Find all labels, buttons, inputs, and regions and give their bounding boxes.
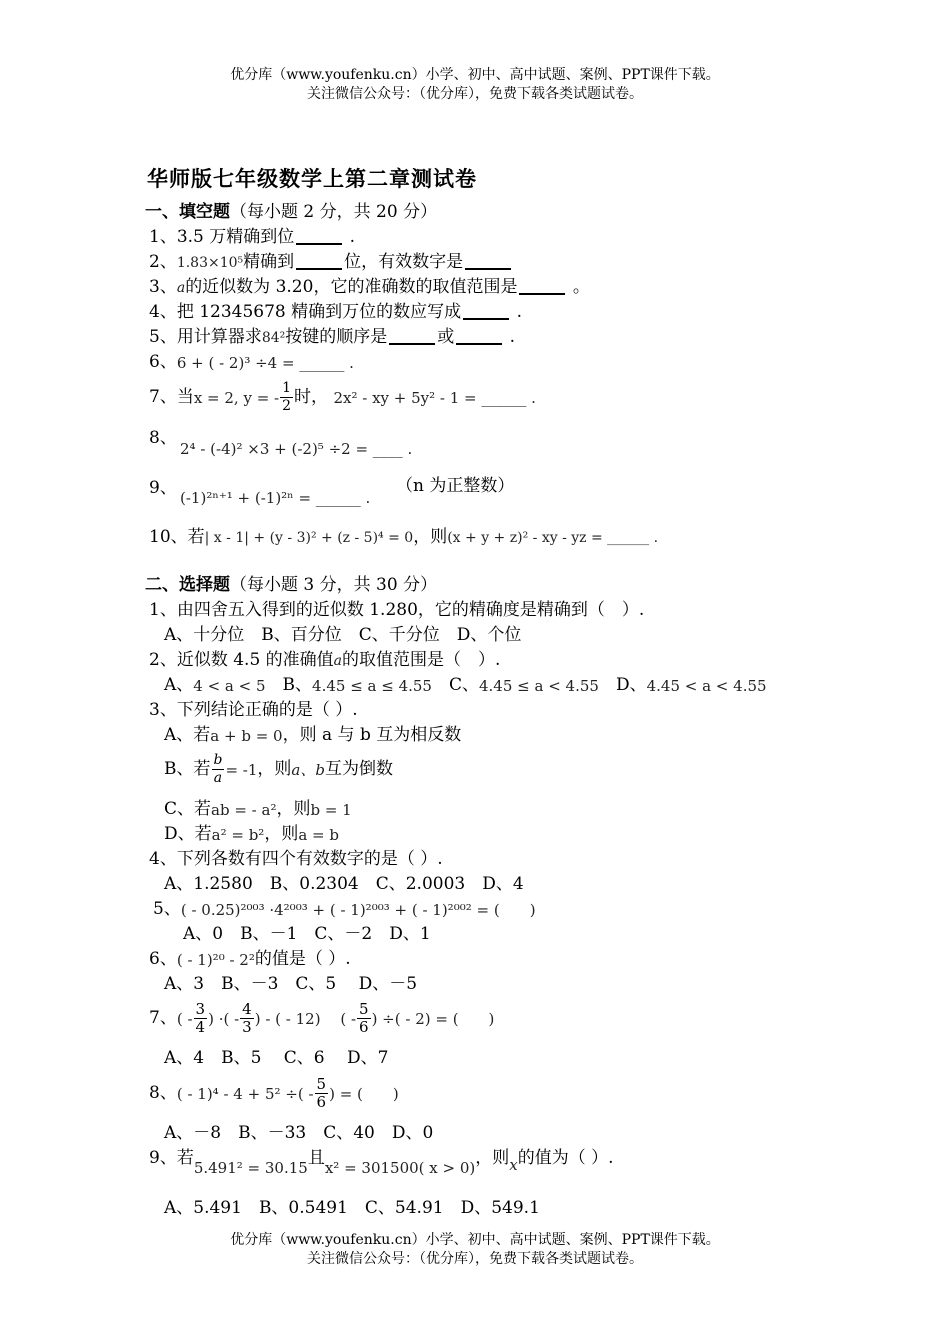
s2-q9-num: 9、若 <box>149 1148 194 1168</box>
s2-q3-option-b <box>164 752 393 787</box>
s2-q7-m1: ( - <box>176 1009 193 1028</box>
s2-q3-option-d <box>164 823 339 846</box>
s1-q9-num-line <box>149 477 177 499</box>
s1-q4 <box>149 301 522 323</box>
s1-q10-math2: (x + y + z)² - xy - yz = ______ . <box>447 529 659 546</box>
s2-q3-d-label: D、若 <box>164 824 212 844</box>
footer-line-1: 优分库（www.youfenku.cn）小学、初中、高中试题、案例、PPT课件下载。 <box>230 1232 720 1248</box>
s2-q6-text: 的值是（ ）. <box>254 949 351 969</box>
fraction <box>357 1001 371 1036</box>
s2-q7-stem <box>149 1000 494 1037</box>
answer-blank[interactable] <box>296 231 342 245</box>
s1-q5-math: 84² <box>261 330 286 346</box>
page-title: 华师版七年级数学上第二章测试卷 <box>147 167 477 191</box>
s1-q9-note <box>396 475 514 497</box>
s2-q9-text3: 的值为（ ）. <box>517 1148 614 1168</box>
fraction-numerator: 5 <box>359 1000 369 1018</box>
s1-q7-math1: x = 2, y = - <box>193 388 280 407</box>
s1-q1-text: 1、3.5 万精确到位 <box>149 227 295 247</box>
s2-q3-a-label: A、若 <box>164 725 211 745</box>
s2-q7-options: A、4 B、5 C、6 D、7 <box>164 1048 389 1068</box>
s2-q3-b-math2: a、b <box>291 760 325 779</box>
s1-q4-text: 4、把 12345678 精确到万位的数应写成 <box>149 302 462 322</box>
s1-q7-num: 7、当 <box>149 387 194 407</box>
s2-q3-c-math2: b = 1 <box>310 800 352 819</box>
s2-q9-text: 且 <box>307 1148 325 1168</box>
s2-q2-oc: C、 <box>431 675 479 695</box>
s1-q4-end: . <box>516 302 522 322</box>
s2-q5-options: A、0 B、－1 C、－2 D、1 <box>183 924 431 944</box>
s1-q8 <box>180 437 412 460</box>
s2-q6-math: ( - 1)²⁰ - 2² <box>176 950 255 969</box>
s2-q3-b-text: ，则 <box>257 759 292 779</box>
fraction <box>212 752 225 787</box>
s2-q9-m2: x² = 301500( x > 0) <box>324 1158 476 1177</box>
s1-q8-math: 2⁴ - (-4)² ×3 + (-2)⁵ ÷2 = ____ . <box>180 439 413 458</box>
s2-q5-math: ( - 0.25)²⁰⁰³ ·4²⁰⁰³ + ( - 1)²⁰⁰³ + ( - 1)²⁰⁰² = ( ) <box>180 900 536 919</box>
fraction <box>315 1076 329 1111</box>
answer-blank[interactable] <box>519 281 565 295</box>
fraction-numerator: 4 <box>242 1000 252 1018</box>
s1-q7 <box>149 380 536 415</box>
s2-q3-b-math: = -1 <box>225 760 258 779</box>
answer-blank[interactable] <box>296 256 342 270</box>
s2-q6-options: A、3 B、－3 C、5 D、－5 <box>164 974 418 994</box>
s1-q5-or: 或 <box>437 327 455 347</box>
s1-q10-num: 10、若 <box>149 527 205 547</box>
fraction <box>194 1001 208 1036</box>
s2-q8-m1: ( - 1)⁴ - 4 + 5² ÷( - <box>176 1084 314 1103</box>
s2-q7-m3: ) - ( - 12) ( - <box>254 1009 357 1028</box>
s1-q3-end: 。 <box>572 277 590 297</box>
s2-q4-stem: 4、下列各数有四个有效数字的是（ ）. <box>149 849 443 869</box>
s2-q7-m4: ) ÷( - 2) = ( ) <box>371 1009 495 1028</box>
answer-blank[interactable] <box>463 306 509 320</box>
fraction-denominator: 6 <box>316 1093 327 1111</box>
section1-note: （每小题 2 分，共 20 分） <box>230 202 438 222</box>
s2-q9-m1: 5.491² = 30.15 <box>193 1158 308 1177</box>
s2-q2-options <box>164 674 767 697</box>
s2-q9-options: A、5.491 B、0.5491 C、54.91 D、549.1 <box>164 1198 540 1218</box>
s2-q3-d-text: ，则 <box>264 824 299 844</box>
s2-q2-text2: 的取值范围是（ ）. <box>342 650 501 670</box>
s2-q8-m2: ) = ( ) <box>329 1084 399 1103</box>
s1-q5-text: 5、用计算器求 <box>149 327 262 347</box>
s2-q9-m3: x <box>509 1155 518 1174</box>
s2-q3-a-text: ，则 a 与 b 互为相反数 <box>282 725 462 745</box>
fraction-denominator: 6 <box>359 1018 369 1036</box>
s1-q8-num: 8、 <box>149 428 177 448</box>
s2-q2-oa: A、 <box>164 675 194 695</box>
s2-q8-num: 8、 <box>149 1083 177 1103</box>
answer-blank[interactable] <box>456 331 502 345</box>
s1-q5-text2: 按键的顺序是 <box>285 327 388 347</box>
s2-q3-c-text: ，则 <box>276 799 311 819</box>
fraction <box>280 380 293 415</box>
s2-q5-num: 5、 <box>153 899 181 919</box>
section1-heading <box>145 201 437 223</box>
s2-q3-option-c <box>164 798 352 821</box>
s1-q2-num: 2、 <box>149 252 177 272</box>
fraction-numerator: 5 <box>316 1075 327 1093</box>
s2-q3-b-text2: 互为倒数 <box>324 759 393 779</box>
s1-q10-math1: | x - 1| + (y - 3)² + (z - 5)⁴ = 0 <box>204 529 414 546</box>
fraction-numerator: b <box>213 752 223 768</box>
fraction-denominator: 2 <box>282 398 292 414</box>
section2-heading-text: 二、选择题 <box>145 575 230 595</box>
s2-q9-stem <box>149 1147 614 1177</box>
s1-q3-num: 3、 <box>149 277 177 297</box>
s1-q6 <box>149 351 354 374</box>
s1-q5 <box>149 326 515 349</box>
s2-q2-mc: 4.45 ≤ a < 4.55 <box>479 676 599 695</box>
fraction <box>240 1001 254 1036</box>
s1-q9 <box>180 486 370 509</box>
s2-q2-ob: B、 <box>265 675 313 695</box>
s2-q1-stem: 1、由四舍五入得到的近似数 1.280，它的精确度是精确到（ ）. <box>149 600 645 620</box>
answer-blank[interactable] <box>465 256 511 270</box>
fraction-denominator: 3 <box>242 1018 252 1036</box>
s1-q3-math: a <box>176 280 186 296</box>
s1-q1 <box>149 226 355 248</box>
header-line-1: 优分库（www.youfenku.cn）小学、初中、高中试题、案例、PPT课件下载。 <box>230 67 720 83</box>
s1-q6-math: 6 + ( - 2)³ ÷4 = ______ . <box>176 353 354 372</box>
fraction-denominator: a <box>213 770 223 786</box>
s1-q6-num: 6、 <box>149 352 177 372</box>
s1-q8-num-line <box>149 427 177 449</box>
s2-q1-options: A、十分位 B、百分位 C、千分位 D、个位 <box>164 625 522 645</box>
answer-blank[interactable] <box>389 331 435 345</box>
s2-q7-num: 7、 <box>149 1008 177 1028</box>
s2-q3-b-label: B、若 <box>164 759 211 779</box>
s2-q3-a-math: a + b = 0 <box>210 726 283 745</box>
s1-q10 <box>149 526 658 549</box>
s2-q3-option-a <box>164 724 461 747</box>
s1-q2-math: 1.83×10⁵ <box>176 255 244 271</box>
s2-q3-c-math: ab = - a² <box>211 800 277 819</box>
fraction-numerator: 3 <box>195 1000 206 1018</box>
header-line-2: 关注微信公众号：（优分库），免费下载各类试题试卷。 <box>307 86 643 102</box>
s2-q3-d-math2: a = b <box>298 825 339 844</box>
s2-q2-od: D、 <box>598 675 647 695</box>
s2-q3-c-label: C、若 <box>164 799 212 819</box>
s2-q4-options: A、1.2580 B、0.2304 C、2.0003 D、4 <box>164 874 524 894</box>
s2-q2-text: 2、近似数 4.5 的准确值 <box>149 650 334 670</box>
s2-q8-options: A、－8 B、－33 C、40 D、0 <box>164 1123 434 1143</box>
s1-q7-text: 时， <box>294 387 329 407</box>
section2-heading <box>145 574 437 596</box>
s2-q8-stem <box>149 1075 399 1112</box>
section2-note: （每小题 3 分，共 30 分） <box>230 575 438 595</box>
s2-q2-stem <box>149 649 500 672</box>
s1-q3 <box>149 276 590 299</box>
s2-q2-ma: 4 < a < 5 <box>193 676 266 695</box>
fraction-denominator: 4 <box>195 1018 206 1036</box>
s2-q7-m2: ) ·( - <box>208 1009 240 1028</box>
s2-q2-md: 4.45 < a < 4.55 <box>646 676 767 695</box>
s2-q9-text2: ，则 <box>475 1148 510 1168</box>
s1-q9-math: (-1)²ⁿ⁺¹ + (-1)²ⁿ = ______ . <box>180 488 371 507</box>
s1-q9-note-text: （n 为正整数） <box>396 476 515 496</box>
s2-q2-mb: 4.45 ≤ a ≤ 4.55 <box>312 676 432 695</box>
s1-q2-text2: 位，有效数字是 <box>344 252 464 272</box>
fraction-numerator: 1 <box>282 380 292 396</box>
s1-q2 <box>149 251 513 274</box>
section1-heading-text: 一、填空题 <box>145 202 230 222</box>
s1-q3-text: 的近似数为 3.20，它的准确数的取值范围是 <box>185 277 518 297</box>
footer-line-2: 关注微信公众号：（优分库），免费下载各类试题试卷。 <box>307 1251 643 1267</box>
s1-q10-text: ，则 <box>413 527 448 547</box>
s1-q5-end: . <box>509 327 516 347</box>
s2-q3-d-math: a² = b² <box>211 825 265 844</box>
s1-q7-math2: 2x² - xy + 5y² - 1 = ______ . <box>333 388 536 407</box>
s2-q6-stem <box>149 948 351 971</box>
s1-q2-text: 精确到 <box>243 252 295 272</box>
s1-q9-num: 9、 <box>149 478 177 498</box>
s2-q3-stem: 3、下列结论正确的是（ ）. <box>149 700 358 720</box>
s2-q2-math: a <box>333 653 343 669</box>
s2-q5-stem <box>153 898 536 921</box>
s1-q1-end: . <box>349 227 356 247</box>
s2-q6-num: 6、 <box>149 949 177 969</box>
